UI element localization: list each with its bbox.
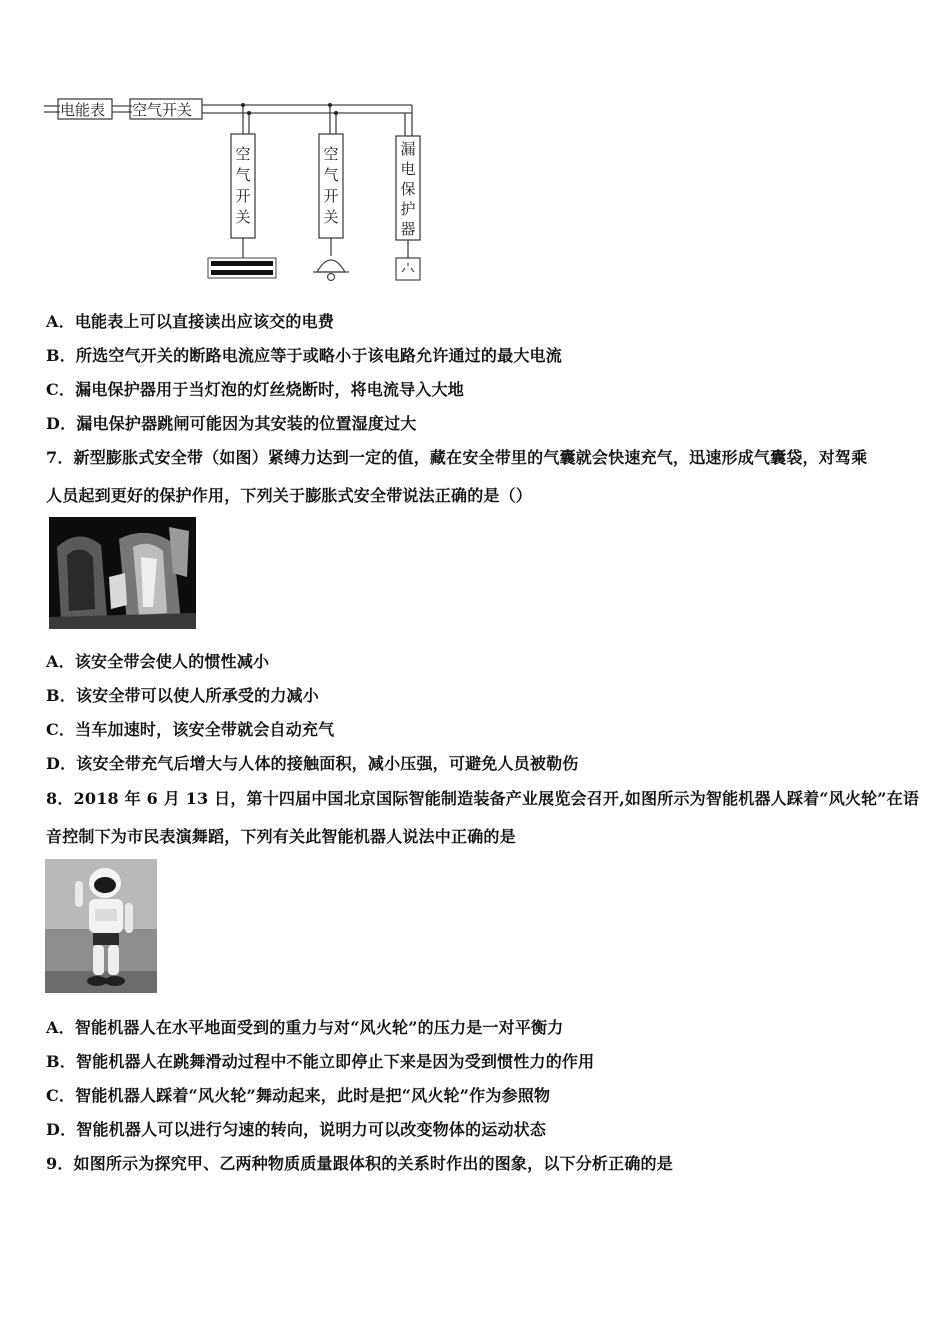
q6-option-d: D．漏电保护器跳闸可能因为其安装的位置湿度过大 bbox=[46, 414, 417, 433]
q8-stem-line2: 音控制下为市民表演舞蹈，下列有关此智能机器人说法中正确的是 bbox=[46, 827, 516, 846]
svg-text:关: 关 bbox=[235, 208, 251, 226]
q6-option-b: B．所选空气开关的断路电流应等于或略小于该电路允许通过的最大电流 bbox=[46, 346, 562, 365]
meter-label: 电能表 bbox=[60, 101, 106, 119]
main-switch-label: 空气开关 bbox=[132, 101, 193, 119]
svg-text:护: 护 bbox=[400, 200, 416, 218]
lamp-icon bbox=[313, 260, 349, 281]
svg-text:气: 气 bbox=[323, 166, 339, 184]
svg-text:关: 关 bbox=[323, 208, 339, 226]
q7-stem-line2: 人员起到更好的保护作用，下列关于膨胀式安全带说法正确的是（） bbox=[46, 486, 533, 505]
svg-text:开: 开 bbox=[323, 187, 339, 205]
q6-option-a: A．电能表上可以直接读出应该交的电费 bbox=[46, 312, 335, 331]
q8-option-b: B．智能机器人在跳舞滑动过程中不能立即停止下来是因为受到惯性力的作用 bbox=[46, 1052, 595, 1071]
q6-option-c: C．漏电保护器用于当灯泡的灯丝烧断时，将电流导入大地 bbox=[46, 380, 464, 399]
heater-icon bbox=[208, 258, 276, 278]
svg-text:电: 电 bbox=[400, 160, 416, 178]
svg-text:保: 保 bbox=[400, 180, 416, 198]
svg-text:气: 气 bbox=[235, 166, 251, 184]
q8-option-d: D．智能机器人可以进行匀速的转向，说明力可以改变物体的运动状态 bbox=[46, 1120, 547, 1139]
svg-text:空: 空 bbox=[323, 145, 339, 163]
q8-option-a: A．智能机器人在水平地面受到的重力与对“风火轮”的压力是一对平衡力 bbox=[46, 1018, 564, 1037]
q9-stem-line1: 9．如图所示为探究甲、乙两种物质质量跟体积的关系时作出的图象，以下分析正确的是 bbox=[46, 1154, 673, 1173]
seatbelt-photo bbox=[49, 517, 196, 629]
svg-text:开: 开 bbox=[235, 187, 251, 205]
svg-text:空: 空 bbox=[235, 145, 251, 163]
circuit-diagram bbox=[40, 96, 430, 286]
socket-icon bbox=[396, 258, 420, 280]
q7-option-c: C．当车加速时，该安全带就会自动充气 bbox=[46, 720, 335, 739]
svg-text:漏: 漏 bbox=[400, 140, 416, 158]
q7-option-b: B．该安全带可以使人所承受的力减小 bbox=[46, 686, 319, 705]
q7-stem-line1: 7．新型膨胀式安全带（如图）紧缚力达到一定的值，藏在安全带里的气囊就会快速充气，迅速形成气囊袋，对驾乘 bbox=[46, 448, 868, 467]
q8-stem-line1: 8．2018 年 6 月 13 日，第十四届中国北京国际智能制造装备产业展览会召开,如图所示为智能机器人踩着“风火轮”在语 bbox=[46, 789, 920, 808]
svg-text:器: 器 bbox=[400, 220, 416, 238]
q7-option-a: A．该安全带会使人的惯性减小 bbox=[46, 652, 270, 671]
robot-photo bbox=[45, 859, 157, 993]
q7-option-d: D．该安全带充气后增大与人体的接触面积，减小压强，可避免人员被勒伤 bbox=[46, 754, 579, 773]
q8-option-c: C．智能机器人踩着“风火轮”舞动起来，此时是把“风火轮”作为参照物 bbox=[46, 1086, 551, 1105]
